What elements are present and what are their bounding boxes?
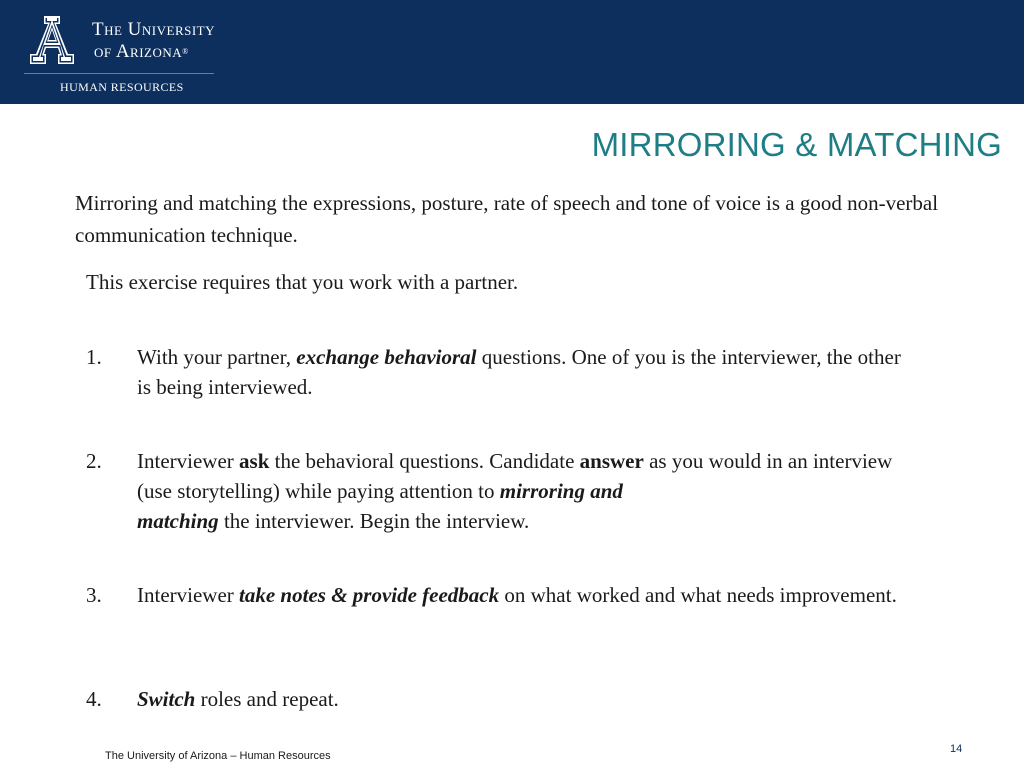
step-number: 3. — [86, 583, 102, 607]
step-emphasis: ask — [239, 449, 270, 473]
step-text-part: Interviewer — [137, 449, 240, 473]
step-2 — [86, 446, 906, 536]
step-text-part: questions. One of you is the interviewer, the other is being interviewed. — [137, 345, 901, 399]
step-text-part: the behavioral questions. Candidate — [269, 449, 580, 473]
step-text-part: the interviewer. Begin the interview. — [218, 509, 530, 533]
logo-line-2 — [92, 41, 215, 63]
step-emphasis: exchange behavioral — [296, 345, 477, 369]
step-3 — [86, 580, 906, 610]
step-number: 1. — [86, 345, 102, 369]
step-text-part: on what worked and what needs improvement. — [499, 583, 897, 607]
exercise-paragraph: This exercise requires that you work with a partner. — [86, 270, 519, 294]
slide-title: MIRRORING & MATCHING — [591, 126, 1002, 163]
intro-paragraph: Mirroring and matching the expressions, posture, rate of speech and tone of voice is a good non-verbal communication technique. — [75, 191, 939, 247]
step-text — [137, 684, 906, 714]
step-text-part: as you would in an interview (use storytelling) while paying attention to — [137, 449, 893, 503]
step-text — [137, 342, 906, 402]
page-number: 14 — [950, 743, 963, 755]
university-name — [92, 19, 215, 63]
footer-text: The University of Arizona – Human Resources — [105, 750, 331, 762]
step-number: 4. — [86, 687, 102, 711]
step-emphasis: mirroring and — [499, 479, 623, 503]
step-text — [137, 446, 906, 536]
department-label: HUMAN RESOURCES — [60, 80, 184, 94]
step-4 — [86, 684, 906, 714]
step-emphasis: take notes & provide feedback — [239, 583, 500, 607]
step-emphasis: Switch — [137, 687, 196, 711]
step-text-part: roles and repeat. — [195, 687, 339, 711]
step-number: 2. — [86, 449, 102, 473]
step-1 — [86, 342, 906, 402]
step-emphasis: matching — [137, 509, 219, 533]
header-banner — [0, 0, 1024, 104]
header-divider — [24, 73, 214, 74]
step-text-part: With your partner, — [137, 345, 297, 369]
step-text — [137, 580, 906, 610]
step-text-part: Interviewer — [137, 583, 240, 607]
registered-mark: ® — [182, 47, 189, 56]
logo-line-2-text: of Arizona — [94, 41, 183, 62]
logo-line-1: The University — [92, 19, 216, 40]
step-emphasis: answer — [579, 449, 644, 473]
block-a-logo-icon — [24, 14, 80, 66]
